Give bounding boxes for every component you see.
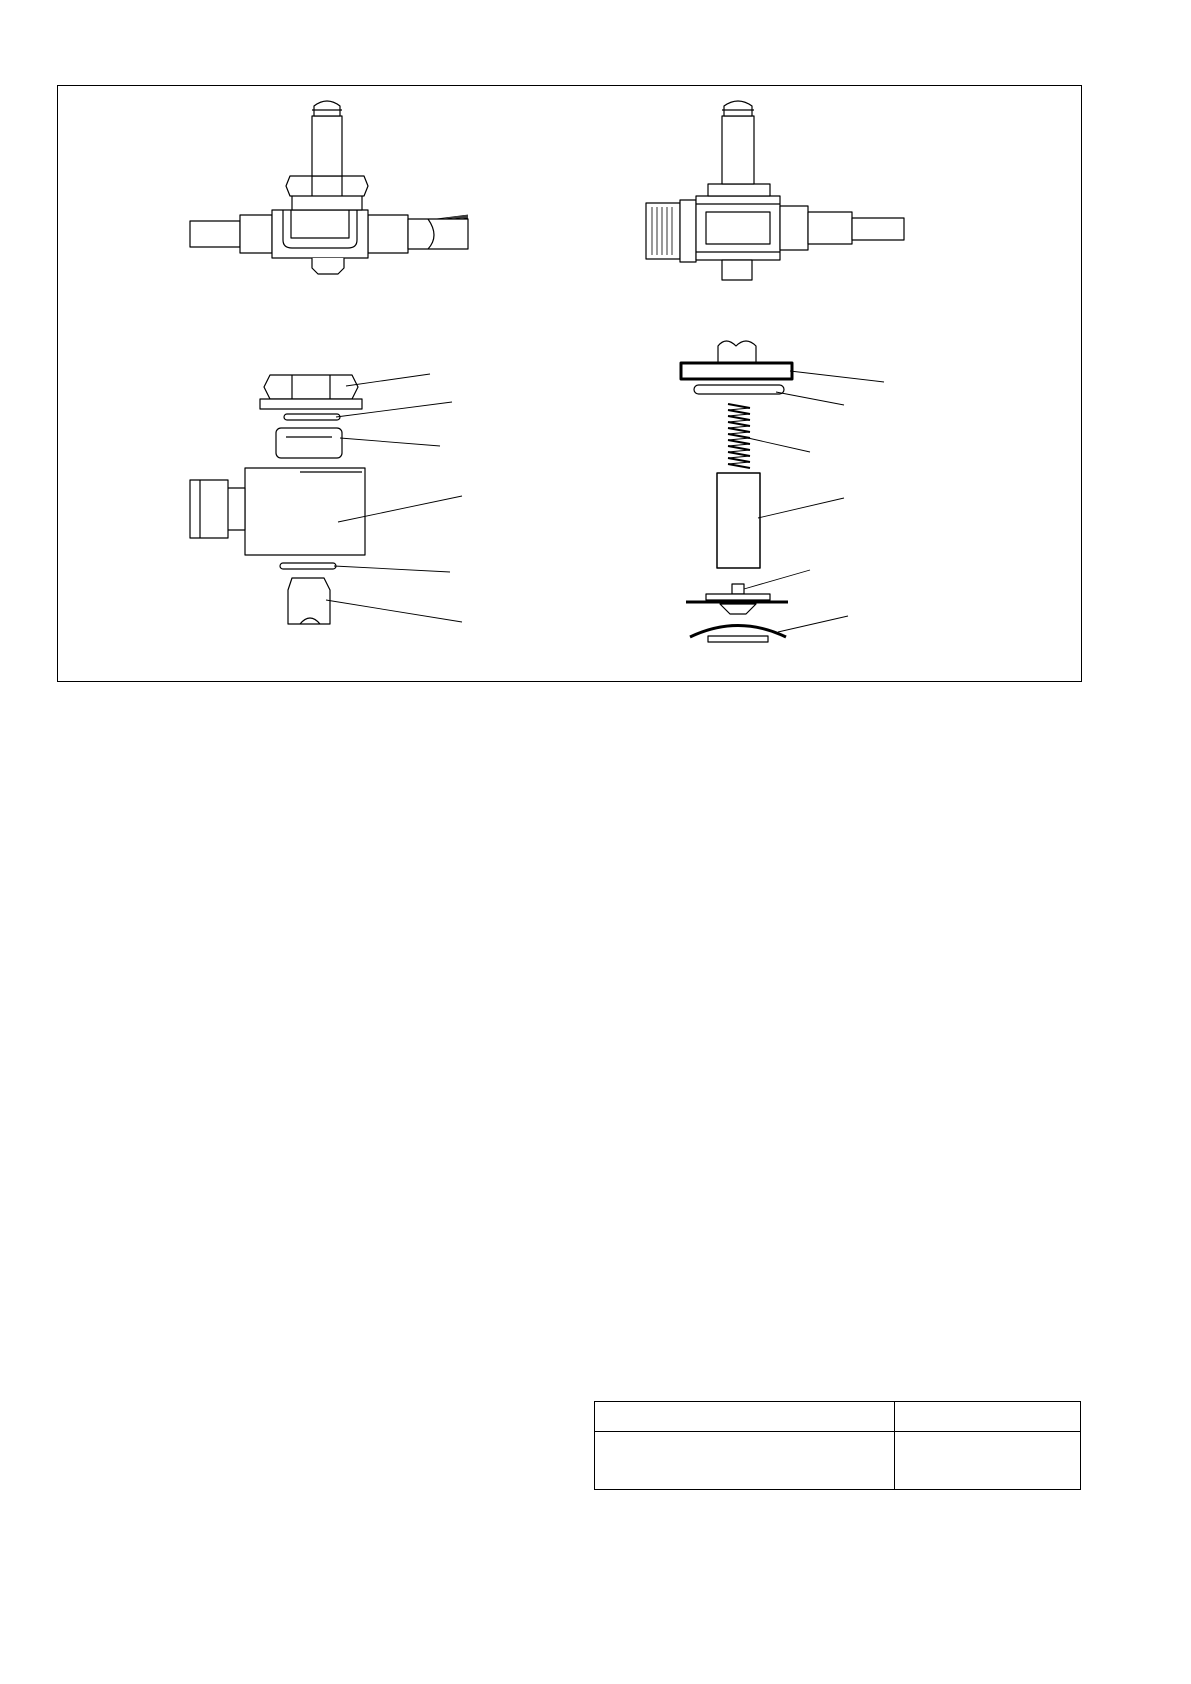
armature-exploded-view [681,341,884,642]
table-cell [895,1432,1081,1490]
valve-flare-view [646,101,904,280]
table-cell [895,1402,1081,1432]
coil-exploded-view [190,374,462,624]
title-block-table [594,1401,1081,1490]
table-cell [595,1432,895,1490]
table-cell [595,1402,895,1432]
table-row [595,1402,1081,1432]
valve-side-view [190,101,468,274]
table-row [595,1432,1081,1490]
